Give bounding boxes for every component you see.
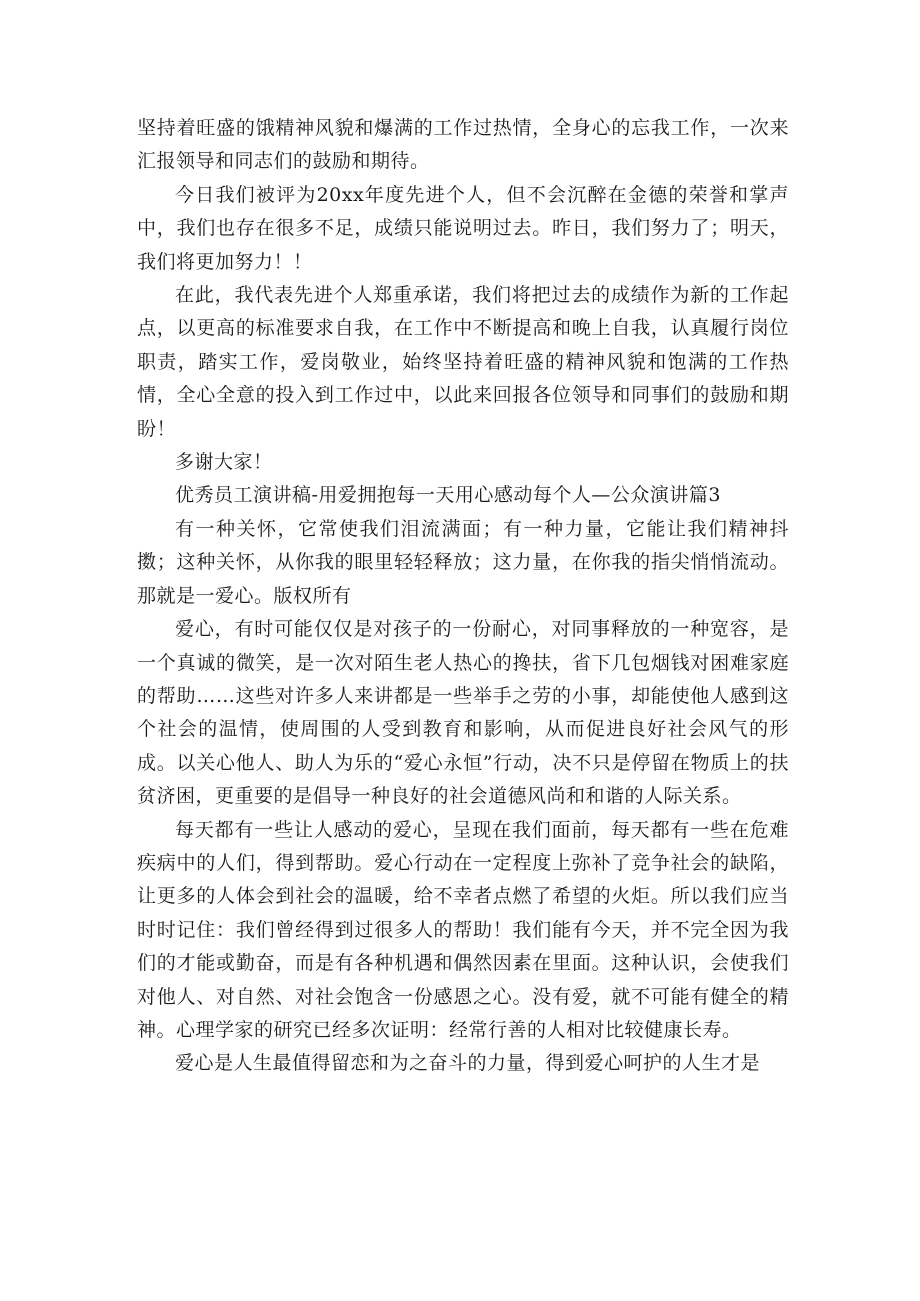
paragraph: 在此，我代表先进个人郑重承诺，我们将把过去的成绩作为新的工作起点，以更高的标准要求自我，在工作中不断提高和晚上自我，认真履行岗位职责，踏实工作，爱岗敬业，始终坚持着旺盛的精神风貌和饱满的工作热情，全心全意的投入到工作过中，以此来回报各位领导和同事们的鼓励和期盼！ [137, 284, 789, 440]
paragraph: 有一种关怀，它常使我们泪流满面；有一种力量，它能让我们精神抖擞；这种关怀，从你我的眼里轻轻释放；这力量，在你我的指尖悄悄流动。那就是一爱心。版权所有 [137, 517, 789, 607]
document-body [137, 112, 789, 1081]
section-title: 优秀员工演讲稿-用爱拥抱每一天用心感动每个人—公众演讲篇3 [175, 484, 722, 507]
paragraph: 爱心，有时可能仅仅是对孩子的一份耐心，对同事释放的一种宽容，是一个真诚的微笑，是一次对陌生老人热心的搀扶，省下几包烟钱对困难家庭的帮助……这些对许多人来讲都是一些举手之劳的小事，却能使他人感到这个社会的温情，使周围的人受到教育和影响，从而促进良好社会风气的形成。以关心他人、助人为乐的“爱心永恒”行动，决不只是停留在物质上的扶贫济困，更重要的是倡导一种良好的社会道德风尚和和谐的人际关系。 [137, 618, 789, 808]
paragraph-thanks: 多谢大家！ [175, 451, 273, 474]
paragraph: 每天都有一些让人感动的爱心，呈现在我们面前，每天都有一些在危难疾病中的人们，得到帮助。爱心行动在一定程度上弥补了竞争社会的缺陷，让更多的人体会到社会的温暖，给不幸者点燃了希望的火炬。所以我们应当时时记住：我们曾经得到过很多人的帮助！我们能有今天，并不完全因为我们的才能或勤奋，而是有各种机遇和偶然因素在里面。这种认识，会使我们对他人、对自然、对社会饱含一份感恩之心。没有爱，就不可能有健全的精神。心理学家的研究已经多次证明：经常行善的人相对比较健康长寿。 [137, 818, 789, 1041]
paragraph: 爱心是人生最值得留恋和为之奋斗的力量，得到爱心呵护的人生才是 [175, 1052, 761, 1075]
paragraph: 今日我们被评为20xx年度先进个人，但不会沉醉在金德的荣誉和掌声中，我们也存在很多不足，成绩只能说明过去。昨日，我们努力了；明天，我们将更加努力！！ [137, 183, 789, 273]
paragraph-continuation: 坚持着旺盛的饿精神风貌和爆满的工作过热情，全身心的忘我工作，一次来汇报领导和同志们的鼓励和期待。 [137, 117, 789, 173]
